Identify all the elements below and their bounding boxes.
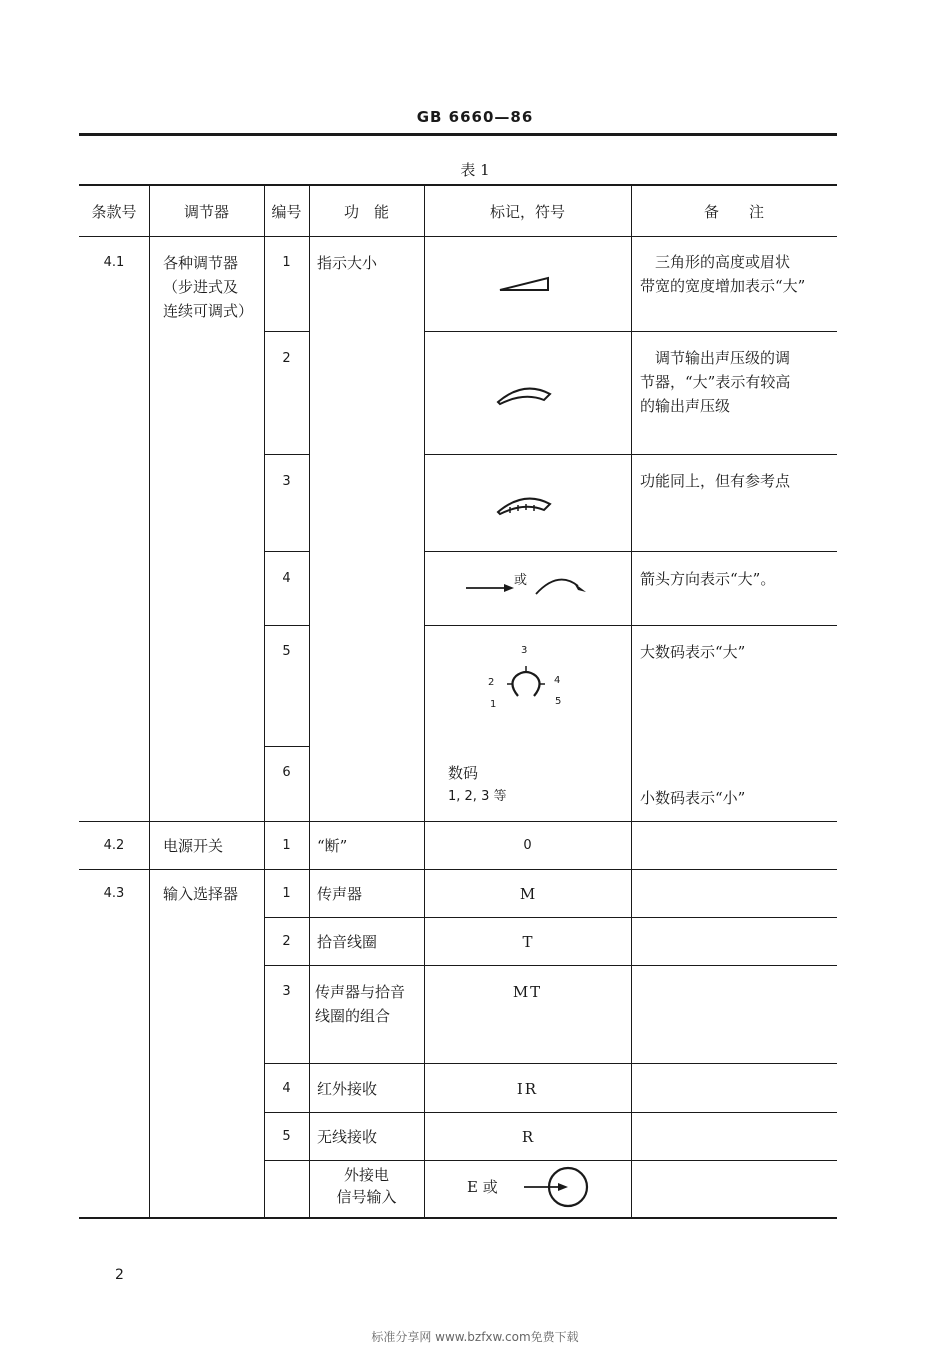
function-text: 无线接收 <box>317 1128 378 1146</box>
remark-text <box>640 567 775 591</box>
curved-arrow-icon <box>534 574 589 599</box>
row-divider <box>264 1160 837 1161</box>
column-divider <box>424 185 425 1218</box>
table-caption: 表 1 <box>460 161 490 179</box>
function-line: 信号输入 <box>336 1188 397 1206</box>
remark-line: 功能同上，但有参考点 <box>640 472 791 490</box>
clause-number: 4.1 <box>103 255 125 270</box>
row-divider <box>264 625 309 626</box>
col-header-function: 功 能 <box>343 203 389 221</box>
function-text: 拾音线圈 <box>317 933 378 951</box>
col-header-symbol: 标记，符号 <box>489 203 565 221</box>
remark-text <box>640 469 790 493</box>
header-rule <box>79 133 837 136</box>
col-header-remark: 备 注 <box>703 203 764 221</box>
remark-text <box>640 250 805 298</box>
dial-digit: 5 <box>555 696 562 707</box>
or-text: 或 <box>514 573 528 588</box>
column-divider <box>149 185 150 1218</box>
regulator-name <box>163 251 253 323</box>
row-divider <box>264 1112 837 1113</box>
remark-line: 节器，“大”表示有较高 <box>640 373 791 391</box>
function-text: 指示大小 <box>317 254 378 272</box>
regulator-line: （步进式及 <box>163 278 239 296</box>
row-number: 3 <box>282 474 291 489</box>
col-header-clause: 条款号 <box>91 203 137 221</box>
row-divider <box>264 331 309 332</box>
table-top-border <box>79 184 837 186</box>
remark-line: 小数码表示“小” <box>640 789 746 807</box>
function-text: “断” <box>317 837 348 855</box>
symbol-text: MT <box>512 983 543 1001</box>
column-divider <box>264 185 265 1218</box>
row-number: 2 <box>282 934 291 949</box>
symbol-text: R <box>521 1128 534 1146</box>
dial-digit: 3 <box>521 645 528 656</box>
eyebrow-band-ticks-icon <box>496 492 556 522</box>
symbol-text: T <box>522 933 533 951</box>
dial-digit: 1 <box>490 699 497 710</box>
row-divider <box>264 551 309 552</box>
row-number: 4 <box>282 571 291 586</box>
regulator-line: 各种调节器 <box>163 254 239 272</box>
row-divider <box>264 965 837 966</box>
function-text <box>315 980 405 1028</box>
row-number: 3 <box>282 984 291 999</box>
function-line: 线圈的组合 <box>315 1007 391 1025</box>
row-divider <box>264 917 837 918</box>
remark-line: 的输出声压级 <box>640 397 731 415</box>
column-divider <box>631 185 632 1218</box>
row-divider <box>264 746 309 747</box>
function-text <box>309 1164 424 1208</box>
row-number: 1 <box>282 838 291 853</box>
regulator-name: 电源开关 <box>163 837 224 855</box>
section-divider <box>79 821 837 822</box>
row-number: 4 <box>282 1081 291 1096</box>
dial-digit: 2 <box>488 677 495 688</box>
symbol-text: M <box>519 885 536 903</box>
remark-line: 带宽的宽度增加表示“大” <box>640 277 806 295</box>
remark-line: 调节输出声压级的调 <box>640 349 791 367</box>
remark-line: 箭头方向表示“大”。 <box>640 570 776 588</box>
table-bottom-border <box>79 1217 837 1219</box>
remark-line: 三角形的高度或眉状 <box>640 253 791 271</box>
row-number: 5 <box>282 644 291 659</box>
table-header-border <box>79 236 837 237</box>
dial-arc-icon <box>506 664 546 704</box>
row-number: 6 <box>282 765 291 780</box>
symbol-text: IR <box>516 1080 539 1098</box>
row-divider <box>264 454 309 455</box>
dial-digit: 4 <box>554 675 561 686</box>
symbol-text: E 或 <box>467 1178 498 1196</box>
symbol-line: 1, 2, 3 等 <box>448 789 507 804</box>
section-divider <box>79 869 837 870</box>
row-number: 5 <box>282 1129 291 1144</box>
eyebrow-band-icon <box>496 382 556 412</box>
function-text: 红外接收 <box>317 1080 378 1098</box>
circle-input-icon <box>524 1166 594 1210</box>
row-number: 2 <box>282 351 291 366</box>
col-header-number: 编号 <box>271 203 302 221</box>
triangle-wedge-icon <box>498 276 558 296</box>
column-divider <box>309 185 310 1218</box>
row-number: 1 <box>282 886 291 901</box>
function-line: 传声器与拾音 <box>315 983 406 1001</box>
remark-text <box>640 786 745 810</box>
regulator-line: 连续可调式） <box>163 302 254 320</box>
regulator-name: 输入选择器 <box>163 885 239 903</box>
arrow-icon <box>466 582 516 594</box>
symbol-text: 0 <box>523 838 532 853</box>
col-header-regulator: 调节器 <box>183 203 229 221</box>
remark-text <box>640 640 745 664</box>
clause-number: 4.2 <box>103 838 125 853</box>
symbol-text <box>448 761 506 809</box>
standard-number: GB 6660—86 <box>416 108 534 126</box>
row-number: 1 <box>282 255 291 270</box>
remark-line: 大数码表示“大” <box>640 643 746 661</box>
function-text: 传声器 <box>317 885 363 903</box>
page-number: 2 <box>115 1267 124 1283</box>
function-line: 外接电 <box>343 1166 389 1184</box>
clause-number: 4.3 <box>103 886 125 901</box>
symbol-line: 数码 <box>448 764 479 782</box>
remark-text <box>640 346 790 418</box>
row-divider <box>264 1063 837 1064</box>
footer-watermark: 标准分享网 www.bzfxw.com免费下载 <box>371 1330 579 1344</box>
